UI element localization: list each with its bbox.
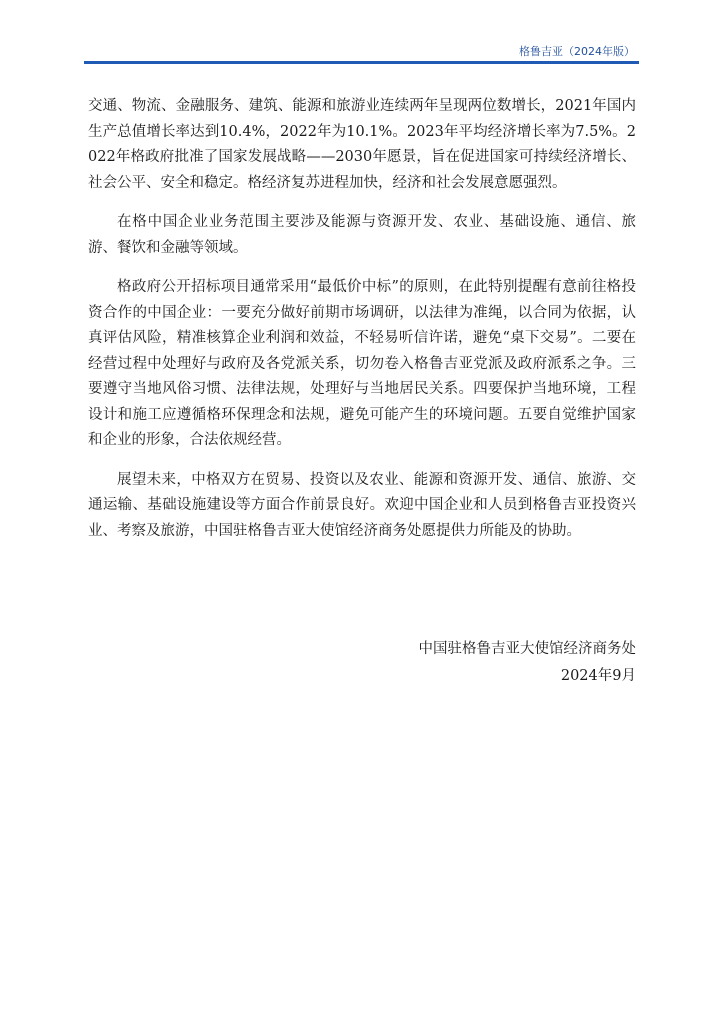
paragraph-outlook: 展望未来，中格双方在贸易、投资以及农业、能源和资源开发、通信、旅游、交通运输、基础设施建设等方面合作前景良好。欢迎中国企业和人员到格鲁吉亚投资兴业、考察及旅游，中国驻格鲁吉亚大使馆经济商务处愿提供力所能及的协助。 xyxy=(88,471,636,539)
body-text xyxy=(88,94,636,558)
signature-organization: 中国驻格鲁吉亚大使馆经济商务处 xyxy=(418,641,636,657)
running-header-title: 格鲁吉亚（2024年版） xyxy=(519,45,635,58)
page-header xyxy=(84,44,639,62)
header-rule xyxy=(84,61,639,64)
paragraph-tender-advice: 格政府公开招标项目通常采用“最低价中标”的原则，在此特别提醒有意前往格投资合作的中国企业：一要充分做好前期市场调研，以法律为准绳，以合同为依据，认真评估风险，精准核算企业利润和效益，不轻易听信许诺，避免“桌下交易”。二要在经营过程中处理好与政府及各党派关系，切勿卷入格鲁吉亚党派及政府派系之争。三要遵守当地风俗习惯、法律法规，处理好与当地居民关系。四要保护当地环境，工程设计和施工应遵循格环保理念和法规，避免可能产生的环境问题。五要自觉维护国家和企业的形象，合法依规经营。 xyxy=(88,279,636,448)
signature-block xyxy=(419,636,637,690)
paragraph-economy: 交通、物流、金融服务、建筑、能源和旅游业连续两年呈现两位数增长，2021年国内生产总值增长率达到10.4%，2022年为10.1%。2023年平均经济增长率为7.5%。2022年格政府批准了国家发展战略——2030年愿景，旨在促进国家可持续经济增长、社会公平、安全和稳定。格经济复苏进程加快，经济和社会发展意愿强烈。 xyxy=(88,98,636,191)
signature-date: 2024年9月 xyxy=(560,668,636,684)
paragraph-chinese-enterprises: 在格中国企业业务范围主要涉及能源与资源开发、农业、基础设施、通信、旅游、餐饮和金融等领域。 xyxy=(88,214,636,256)
